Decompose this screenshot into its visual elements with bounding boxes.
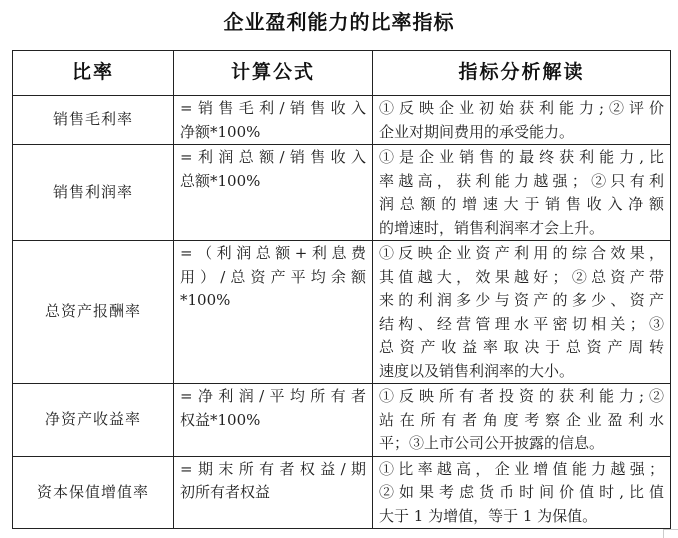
header-formula: 计算公式 [174, 51, 373, 96]
table-row [13, 456, 671, 529]
table-row [13, 384, 671, 457]
formula-line: =利润总额/销售收入 [180, 148, 366, 166]
table-row [13, 96, 671, 145]
formula-cell [174, 96, 373, 145]
analysis-line: ①是企业销售的最终获利能力,比 [379, 148, 664, 166]
table-row [13, 145, 671, 241]
analysis-cell [373, 145, 671, 241]
corner-mark [663, 529, 678, 538]
formula-cell [174, 384, 373, 457]
analysis-cell [373, 384, 671, 457]
analysis-line: ①反映企业初始获利能力;②评价 [379, 99, 664, 117]
analysis-cell [373, 456, 671, 529]
analysis-line: 其值越大，效果越好；②总资产带 [379, 267, 664, 286]
formula-line: =销售毛利/销售收入 [180, 99, 366, 117]
formula-line: 初所有者权益 [180, 483, 271, 501]
formula-line: =（利润总额+利息费 [180, 244, 366, 262]
formula-line: 权益*100% [180, 410, 261, 429]
analysis-line: 企业对期间费用的承受能力。 [379, 122, 575, 141]
formula-cell [174, 145, 373, 241]
analysis-line: 润总额的增速大于销售收入净额 [379, 195, 664, 213]
formula-line: 用）/总资产平均余额 [180, 267, 366, 286]
header-row [13, 51, 671, 96]
analysis-line: 率越高，获利能力越强；②只有利 [379, 171, 664, 190]
formula-line: =净利润/平均所有者 [180, 387, 366, 405]
formula-line: =期末所有者权益/期 [180, 459, 366, 478]
analysis-line: 来的利润多少与资产的多少、资产 [379, 291, 664, 309]
analysis-cell [373, 96, 671, 145]
table-row [13, 241, 671, 384]
table-title: 企业盈利能力的比率指标 [223, 10, 455, 34]
formula-line: 总额*100% [180, 171, 261, 190]
ratio-name: 资本保值增值率 [13, 456, 174, 529]
formula-line: *100% [180, 291, 231, 309]
analysis-line: 的增速时，销售利润率才会上升。 [379, 218, 605, 237]
analysis-line: ①比率越高，企业增值能力越强； [379, 459, 664, 478]
ratio-name: 销售利润率 [13, 145, 174, 241]
ratio-name: 总资产报酬率 [13, 241, 174, 384]
analysis-line: 结构、经营管理水平密切相关；③ [379, 314, 664, 333]
analysis-line: ②如果考虑货币时间价值时,比值 [379, 483, 664, 501]
formula-cell [174, 241, 373, 384]
analysis-line: 速度以及销售利润率的大小。 [379, 361, 575, 380]
analysis-line: 平；③上市公司公开披露的信息。 [379, 434, 605, 452]
ratio-name: 销售毛利率 [13, 96, 174, 145]
header-analysis: 指标分析解读 [373, 51, 671, 96]
analysis-line: ①反映企业资产利用的综合效果， [379, 244, 664, 262]
formula-line: 净额*100% [180, 122, 261, 141]
analysis-cell [373, 241, 671, 384]
formula-cell [174, 456, 373, 529]
header-ratio: 比率 [13, 51, 174, 96]
profitability-ratio-table [12, 50, 671, 529]
analysis-line: 大于 1 为增值，等于 1 为保值。 [379, 506, 598, 525]
analysis-line: ①反映所有者投资的获利能力;② [379, 387, 664, 405]
analysis-line: 站在所有者角度考察企业盈利水 [379, 410, 664, 429]
analysis-line: 总资产收益率取决于总资产周转 [379, 338, 664, 356]
ratio-name: 净资产收益率 [13, 384, 174, 457]
